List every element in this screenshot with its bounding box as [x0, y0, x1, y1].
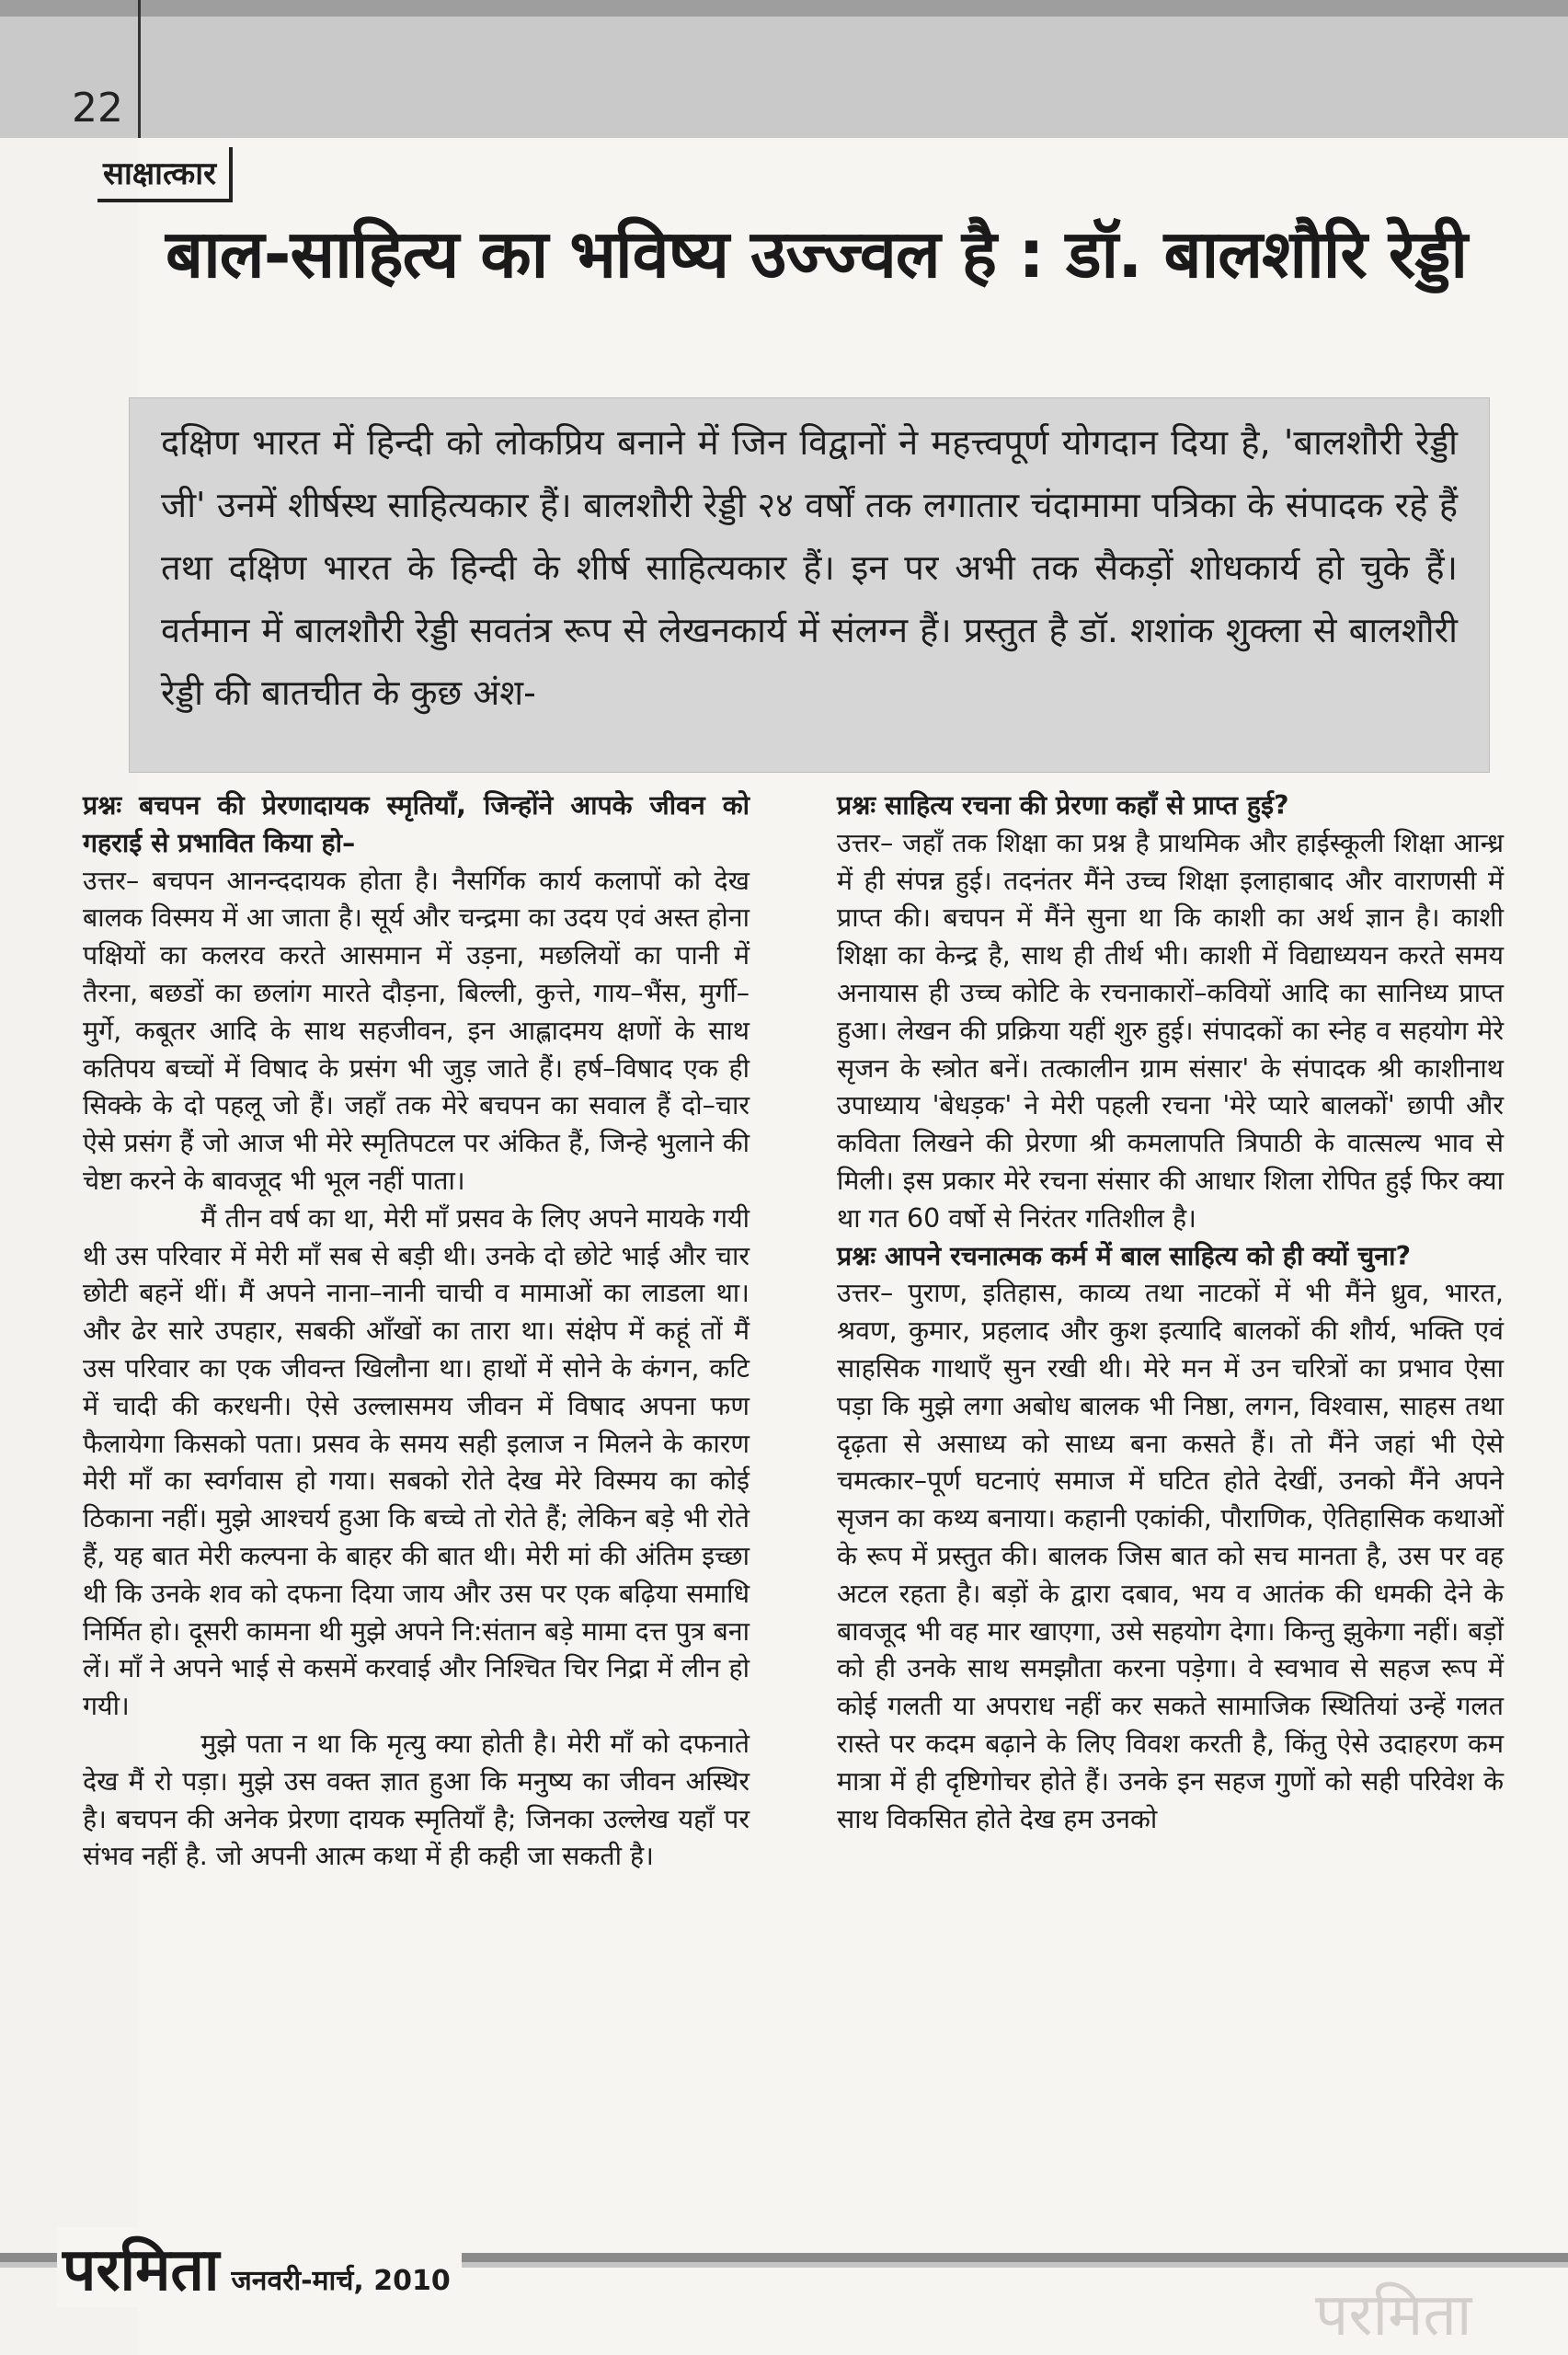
issue-date: जनवरी-मार्च, 2010 — [231, 2265, 451, 2297]
section-label: साक्षात्कार — [97, 147, 233, 202]
page-number: 22 — [72, 85, 123, 132]
question-3: प्रश्नः आपने रचनात्मक कर्म में बाल साहित्य को ही क्यों चुना? — [837, 1240, 1412, 1271]
intro-text: दक्षिण भारत में हिन्दी को लोकप्रिय बनाने में जिन विद्वानों ने महत्त्वपूर्ण योगदान दिया है, 'बालशौरी रेड्डी जी' उनमें शीर्षस्थ साहित्यकार हैं। बालशौरी रेड्डी २४ वर्षों तक लगातार चंदामामा पत्रिका के संपादक रहे हैं तथा दक्षिण भारत के हिन्दी के शीर्ष साहित्यकार हैं। इन पर अभी तक सैकड़ों शोधकार्य हो चुके हैं। वर्तमान में बालशौरी रेड्डी सवतंत्र रूप से लेखनकार्य में संलग्न हैं। प्रस्तुत है डॉ. शशांक शुक्ला से बालशौरी रेड्डी की बातचीत के कुछ अंश- — [161, 422, 1458, 713]
footer-masthead — [57, 2227, 462, 2307]
magazine-name: परमिता — [63, 2236, 220, 2304]
faded-corner-mark: परमिता — [1315, 2281, 1472, 2349]
answer-1-paragraph-1: उत्तर– बचपन आनन्ददायक होता है। नैसर्गिक कार्य कलापों को देख बालक विस्मय में आ जाता है। सूर्य और चन्द्रमा का उदय एवं अस्त होना पक्षियों का कलरव करते आसमान में उड़ना, मछलियों का पानी में तैरना, बछडों का छलांग मारते दौड़ना, बिल्ली, कुत्ते, गाय–भैंस, मुर्गी–मुर्गे, कबूतर आदि के साथ सहजीवन, इन आह्लादमय क्षणों के साथ कतिपय बच्चों में विषाद के प्रसंग भी जुड़ जाते हैं। हर्ष–विषाद एक ही सिक्के के दो पहलू जो हैं। जहाँ तक मेरे बचपन का सवाल हैं दो–चार ऐसे प्रसंग हैं जो आज भी मेरे स्मृतिपटल पर अंकित हैं, जिन्हे भुलाने की चेष्टा करने के बावजूद भी भूल नहीं पाता। — [83, 865, 750, 1196]
article-headline: बाल-साहित्य का भविष्य उज्ज्वल है : डॉ. बालशौरि रेड्डी — [166, 215, 1468, 293]
answer-2: उत्तर– जहाँ तक शिक्षा का प्रश्न है प्राथमिक और हाईस्कूली शिक्षा आन्ध्र में ही संपन्न हुई। तदनंतर मैंने उच्च शिक्षा इलाहाबाद और वाराणसी में प्राप्त की। बचपन में मैंने सुना था कि काशी का अर्थ ज्ञान है। काशी शिक्षा का केन्द्र है, साथ ही तीर्थ भी। काशी में विद्याध्ययन करते समय अनायास ही उच्च कोटि के रचनाकारों–कवियों आदि का सानिध्य प्राप्त हुआ। लेखन की प्रक्रिया यहीं शुरु हुई। संपादकों का स्नेह व सहयोग मेरे सृजन के स्त्रोत बनें। तत्कालीन ग्राम संसार' के संपादक श्री काशीनाथ उपाध्याय 'बेधड़क' ने मेरी पहली रचना 'मेरे प्यारे बालकों' छापी और कविता लिखने की प्रेरणा श्री कमलापति त्रिपाठी के वात्सल्य भाव से मिली। इस प्रकार मेरे रचना संसार की आधार शिला रोपित हुई फिर क्या था गत 60 वर्षो से निरंतर गतिशील है। — [837, 827, 1504, 1234]
answer-3: उत्तर– पुराण, इतिहास, काव्य तथा नाटकों में भी मैंने ध्रुव, भारत, श्रवण, कुमार, प्रहलाद और कुश इत्यादि बालकों की शौर्य, भक्ति एवं साहसिक गाथाएँ सुन रखी थी। मेरे मन में उन चरित्रों का प्रभाव ऐसा पड़ा कि मुझे लगा अबोध बालक भी निष्ठा, लगन, विश्वास, साहस तथा दृढ़ता से असाध्य को साध्य बना कसते हैं। तो मैंने जहां भी ऐसे चमत्कार–पूर्ण घटनाएं समाज में घटित होते देखीं, उनको मैंने अपने सृजन का कथ्य बनाया। कहानी एकांकी, पौराणिक, ऐतिहासिक कथाओं के रूप में प्रस्तुत की। बालक जिस बात को सच मानता है, उस पर वह अटल रहता है। बड़ों के द्वारा दबाव, भय व आतंक की धमकी देने के बावजूद भी वह मार खाएगा, उसे सहयोग देगा। किन्तु झुकेगा नहीं। बड़ों को ही उनके साथ समझौता करना पड़ेगा। वे स्वभाव से सहज रूप में कोई गलती या अपराध नहीं कर सकते सामाजिक स्थितियां उन्हें गलत रास्ते पर कदम बढ़ाने के लिए विवश करती है, किंतु ऐसे उदाहरण कम मात्रा में ही दृष्टिगोचर होते हैं। उनके इन सहज गुणों को सही परिवेश के साथ विकसित होते देख हम उनको — [837, 1278, 1504, 1834]
header-top-strip — [0, 0, 1568, 17]
header-bar — [0, 0, 1568, 138]
intro-box — [129, 397, 1490, 773]
header-divider — [138, 0, 141, 138]
question-2: प्रश्नः साहित्य रचना की प्रेरणा कहाँ से प्राप्त हुई? — [837, 790, 1289, 821]
answer-1-paragraph-2: मैं तीन वर्ष का था, मेरी माँ प्रसव के लिए अपने मायके गयी थी उस परिवार में मेरी माँ सब से बड़ी थी। उनके दो छोटे भाई और चार छोटी बहनें थीं। मैं अपने नाना–नानी चाची व मामाओं का लाडला था। और ढेर सारे उपहार, सबकी आँखों का तारा था। संक्षेप में कहूं तों मैं उस परिवार का एक जीवन्त खिलौना था। हाथों में सोने के कंगन, कटि में चादी की करधनी। ऐसे उल्लासमय जीवन में विषाद अपना फण फैलायेगा किसको पता। प्रसव के समय सही इलाज न मिलने के कारण मेरी माँ का स्वर्गवास हो गया। सबको रोते देख मेरे विस्मय का कोई ठिकाना नहीं। मुझे आश्चर्य हुआ कि बच्चे तो रोते हैं; लेकिन बड़े भी रोते हैं, यह बात मेरी कल्पना के बाहर की बात थी। मेरी मां की अंतिम इच्छा थी कि उनके शव को दफना दिया जाय और उस पर एक बढ़िया समाधि निर्मित हो। दूसरी कामना थी मुझे अपने नि:संतान बड़े मामा दत्त पुत्र बना लें। माँ ने अपने भाई से कसमें करवाई और निश्चित चिर निद्रा में लीन हो गयी। — [83, 1202, 750, 1722]
question-1: प्रश्नः बचपन की प्रेरणादायक स्मृतियाँ, जिन्होंने आपके जीवन को गहराई से प्रभावित किया हो– — [83, 790, 750, 858]
answer-1-paragraph-3: मुझे पता न था कि मृत्यु क्या होती है। मेरी माँ को दफनाते देख मैं रो पड़ा। मुझे उस वक्त ज्ञात हुआ कि मनुष्य का जीवन अस्थिर है। बचपन की अनेक प्रेरणा दायक स्मृतियाँ है; जिनका उल्लेख यहाँ पर संभव नहीं है. जो अपनी आत्म कथा में ही कही जा सकती है। — [83, 1728, 750, 1872]
right-column — [837, 787, 1504, 1838]
left-column — [83, 787, 750, 1876]
